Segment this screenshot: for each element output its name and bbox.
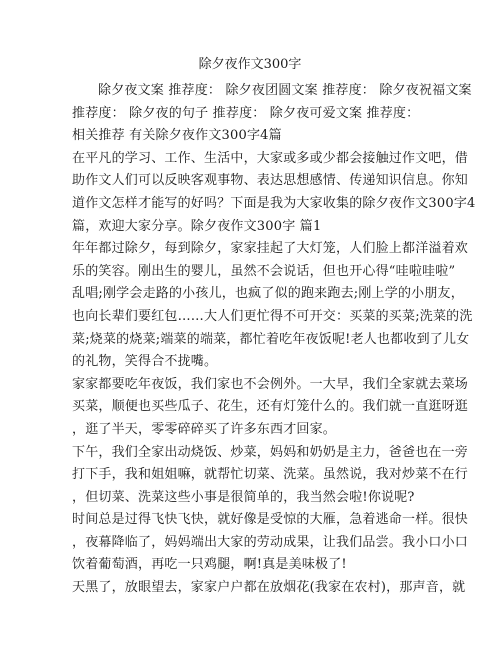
text-line: 买菜，顺便也买些瓜子、花生，还有灯笼什么的。我们就一直逛呀逛 bbox=[72, 399, 469, 415]
text-line: ，但切菜、洗菜这些小事是很简单的，我当然会啦!你说呢? bbox=[72, 489, 415, 505]
text-line: 下午，我们全家出动烧饭、炒菜，妈妈和奶奶是主力，爸爸也在一旁 bbox=[72, 444, 469, 460]
text-line: 除夕夜文案 推荐度： 除夕夜团圆文案 推荐度： 除夕夜祝福文案 bbox=[98, 83, 472, 98]
text-line: ，夜幕降临了，妈妈端出大家的劳动成果，让我们品尝。我小口小口 bbox=[72, 534, 469, 550]
text-line: 菜;烧菜的烧菜;端菜的端菜，都忙着吃年夜饭呢!老人也都收到了儿女 bbox=[72, 331, 470, 347]
text-line: 在平凡的学习、工作、生活中，大家或多或少都会接触过作文吧，借 bbox=[72, 150, 469, 166]
text-line: 天黑了，放眼望去，家家户户都在放烟花(我家在农村)，那声音，就 bbox=[72, 580, 466, 596]
text-line: 家家都要吃年夜饭，我们家也不会例外。一大早，我们全家就去菜场 bbox=[72, 376, 469, 392]
text-line: 篇，欢迎大家分享。除夕夜作文300字 篇1 bbox=[72, 218, 322, 234]
text-line: 时间总是过得飞快飞快，就好像是受惊的大雁，急着逃命一样。很快 bbox=[72, 512, 469, 528]
text-line: 乐的笑容。刚出生的婴儿，虽然不会说话，但也开心得“哇啦哇啦” bbox=[72, 263, 456, 279]
text-line: 推荐度： 除夕夜的句子 推荐度： 除夕夜可爱文案 推荐度： bbox=[72, 105, 420, 121]
text-line: 年年都过除夕，每到除夕，家家挂起了大灯笼，人们脸上都洋溢着欢 bbox=[72, 241, 469, 257]
text-line: 打下手，我和姐姐嘛，就帮忙切菜、洗菜。虽然说，我对炒菜不在行 bbox=[72, 467, 469, 483]
text-line: 也向长辈们要红包……大人们更忙得不可开交：买菜的买菜;洗菜的洗 bbox=[72, 308, 473, 324]
text-line: 相关推荐 有关除夕夜作文300字4篇 bbox=[72, 128, 282, 144]
text-line: ，逛了半天，零零碎碎买了许多东西才回家。 bbox=[72, 421, 337, 437]
text-line: 乱唱;刚学会走路的小孩儿，也疯了似的跑来跑去;刚上学的小朋友， bbox=[72, 286, 464, 302]
text-line: 道作文怎样才能写的好吗？下面是我为大家收集的除夕夜作文300字4 bbox=[72, 195, 476, 211]
text-line: 饮着葡萄酒，再吃一只鸡腿，啊!真是美味极了! bbox=[72, 557, 347, 573]
document-body bbox=[72, 80, 476, 600]
document-title: 除夕夜作文300字 bbox=[198, 57, 302, 72]
text-line: 助作文人们可以反映客观事物、表达思想感情、传递知识信息。你知 bbox=[72, 173, 469, 189]
text-line: 的礼物，笑得合不拢嘴。 bbox=[72, 354, 218, 370]
